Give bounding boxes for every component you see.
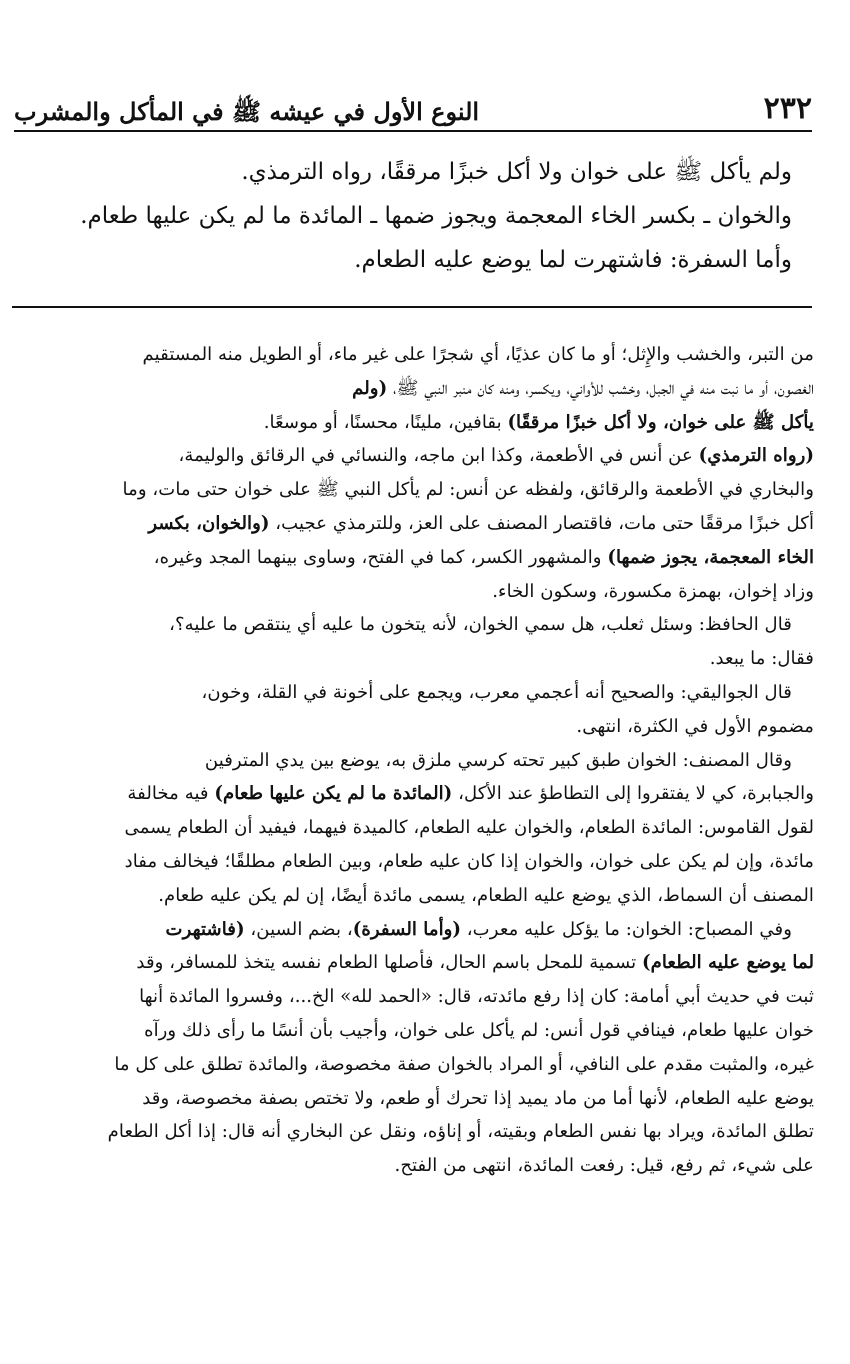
quoted-matn: الخاء المعجمة، يجوز ضمها)	[607, 546, 814, 568]
main-text-line: ولم يأكل ﷺ على خوان ولا أكل خبزًا مرققًا، رواه الترمذي.	[241, 159, 792, 185]
commentary-segment: المصنف أن السماط، الذي يوضع عليه الطعام، يسمى مائدة أيضًا، إن لم يكن عليه طعام.	[158, 884, 814, 906]
quoted-matn: يأكل ﷺ على خوان، ولا أكل خبزًا مرققًا)	[507, 411, 814, 433]
commentary-line	[14, 777, 814, 811]
running-title: النوع الأول في عيشه ﷺ في المأكل والمشرب	[14, 97, 480, 126]
quoted-matn: (فاشتهرت	[165, 918, 245, 940]
commentary-line	[14, 811, 814, 845]
quoted-matn: (ولم	[352, 377, 388, 399]
commentary-segment: فقال: ما يبعد.	[709, 648, 814, 670]
commentary-line	[14, 676, 814, 710]
commentary-segment: وقال المصنف: الخوان طبق كبير تحته كرسي ملزق به، يوضع بين يدي المترفين	[204, 749, 792, 771]
commentary-segment: قال الجواليقي: والصحيح أنه أعجمي معرب، ويجمع على أخونة في القلة، وخون،	[201, 681, 792, 703]
commentary-line	[14, 406, 814, 440]
quoted-matn: (والخوان، بكسر	[148, 512, 270, 534]
commentary-segment: من التبر، والخشب والإِثل؛ أو ما كان عذيًا، أي شجرًا على غير ماء، أو الطويل منه المستقيم	[142, 344, 814, 365]
quoted-matn: لما يوضع عليه الطعام)	[642, 952, 814, 974]
commentary-line	[14, 710, 814, 744]
commentary-line	[14, 946, 814, 980]
main-text	[28, 150, 792, 282]
commentary-segment: والجبابرة، كي لا يفتقروا إلى التطاطؤ عند الأكل،	[452, 783, 814, 805]
commentary-segment: مائدة، وإن لم يكن على خوان، والخوان إذا كان عليه طعام، وبين الطعام مطلقًا؛ فيخالف مفاد	[124, 850, 814, 872]
commentary-segment: وفي المصباح: الخوان: ما يؤكل عليه معرب،	[461, 918, 792, 940]
commentary-line	[14, 744, 814, 778]
commentary-line	[14, 473, 814, 507]
commentary-segment: بقافين، ملينًا، محسنًا، أو موسعًا.	[263, 411, 508, 433]
main-text-line: وأما السفرة: فاشتهرت لما يوضع عليه الطعام.	[354, 247, 792, 273]
commentary-segment: قال الحافظ: وسئل ثعلب، هل سمي الخوان، لأنه يتخون ما عليه أي ينتقص ما عليه؟،	[169, 614, 792, 636]
commentary-line	[14, 575, 814, 609]
commentary-line	[14, 1014, 814, 1048]
commentary-line	[14, 913, 814, 947]
commentary-segment: فيه مخالفة	[127, 783, 215, 805]
page-number: ٢٣٢	[763, 91, 812, 126]
commentary-segment: تطلق المائدة، ويراد بها نفس الطعام وبقيته، أو إناؤه، ونقل عن البخاري أنه قال: إذا أكل الطعام	[107, 1121, 814, 1143]
commentary-line	[14, 1082, 814, 1116]
commentary-segment: وزاد إخوان، بهمزة مكسورة، وسكون الخاء.	[492, 580, 814, 602]
commentary-line	[14, 338, 814, 372]
commentary-line	[14, 507, 814, 541]
main-text-line: والخوان ـ بكسر الخاء المعجمة ويجوز ضمها ـ المائدة ما لم يكن عليها طعام.	[80, 203, 792, 229]
commentary-segment: خوان عليها طعام، فينافي قول أنس: لم يأكل على خوان، وأجيب بأن أنسًا ما رأى ذلك ورآه	[144, 1019, 814, 1041]
commentary-segment: تسمية للمحل باسم الحال، فأصلها الطعام نفسه يتخذ للمسافر، وقد	[136, 952, 643, 974]
page-header	[14, 78, 812, 132]
commentary-segment: غيره، والمثبت مقدم على النافي، أو المراد بالخوان صفة مخصوصة، والمائدة تطلق على كل ما	[114, 1053, 814, 1075]
commentary-line	[14, 980, 814, 1014]
quoted-matn: (رواه الترمذي)	[698, 445, 814, 467]
commentary-segment: على شيء، ثم رفع، قيل: رفعت المائدة، انتهى من الفتح.	[394, 1155, 814, 1177]
commentary-line	[14, 879, 814, 913]
commentary-segment: ، بضم السين،	[244, 918, 353, 940]
commentary-segment: يوضع عليه الطعام، لأنها أما من ماد يميد إذا تحرك أو طعم، ولا تختص بصفة مخصوصة، وقد	[142, 1087, 814, 1109]
commentary-line	[14, 642, 814, 676]
commentary-segment: الغصون، أو ما نبت منه في الجبل، وخشب للأواني، ويكسر، ومنه كان منبر النبي ﷺ،	[387, 377, 814, 399]
commentary-line	[14, 1149, 814, 1183]
commentary-line	[14, 372, 814, 406]
commentary-segment: مضموم الأول في الكثرة، انتهى.	[576, 715, 814, 737]
commentary-line	[14, 845, 814, 879]
commentary-segment: لقول القاموس: المائدة الطعام، والخوان عليه الطعام، كالميدة فيهما، فيفيد أن الطعام يسمى	[124, 817, 814, 839]
quoted-matn: (المائدة ما لم يكن عليها طعام)	[214, 783, 453, 805]
commentary-segment: والمشهور الكسر، كما في الفتح، وساوى بينهما المجد وغيره،	[153, 546, 608, 568]
commentary-text	[14, 338, 814, 1183]
commentary-line	[14, 541, 814, 575]
commentary-line	[14, 1048, 814, 1082]
commentary-segment: ثبت في حديث أبي أمامة: كان إذا رفع مائدته، قال: «الحمد لله» الخ...، وفسروا المائدة أنها	[139, 986, 814, 1008]
commentary-line	[14, 439, 814, 473]
separator-line	[12, 306, 812, 308]
commentary-segment: والبخاري في الأطعمة والرقائق، ولفظه عن أنس: لم يأكل النبي ﷺ على خوان حتى مات، وما	[122, 479, 814, 501]
quoted-matn: (وأما السفرة)	[352, 918, 462, 940]
commentary-line	[14, 1115, 814, 1149]
commentary-line	[14, 608, 814, 642]
commentary-segment: عن أنس في الأطعمة، وكذا ابن ماجه، والنسائي في الرقائق والوليمة،	[178, 445, 699, 467]
commentary-segment: أكل خبزًا مرققًا حتى مات، فاقتصار المصنف على العز، وللترمذي عجيب،	[269, 512, 814, 534]
